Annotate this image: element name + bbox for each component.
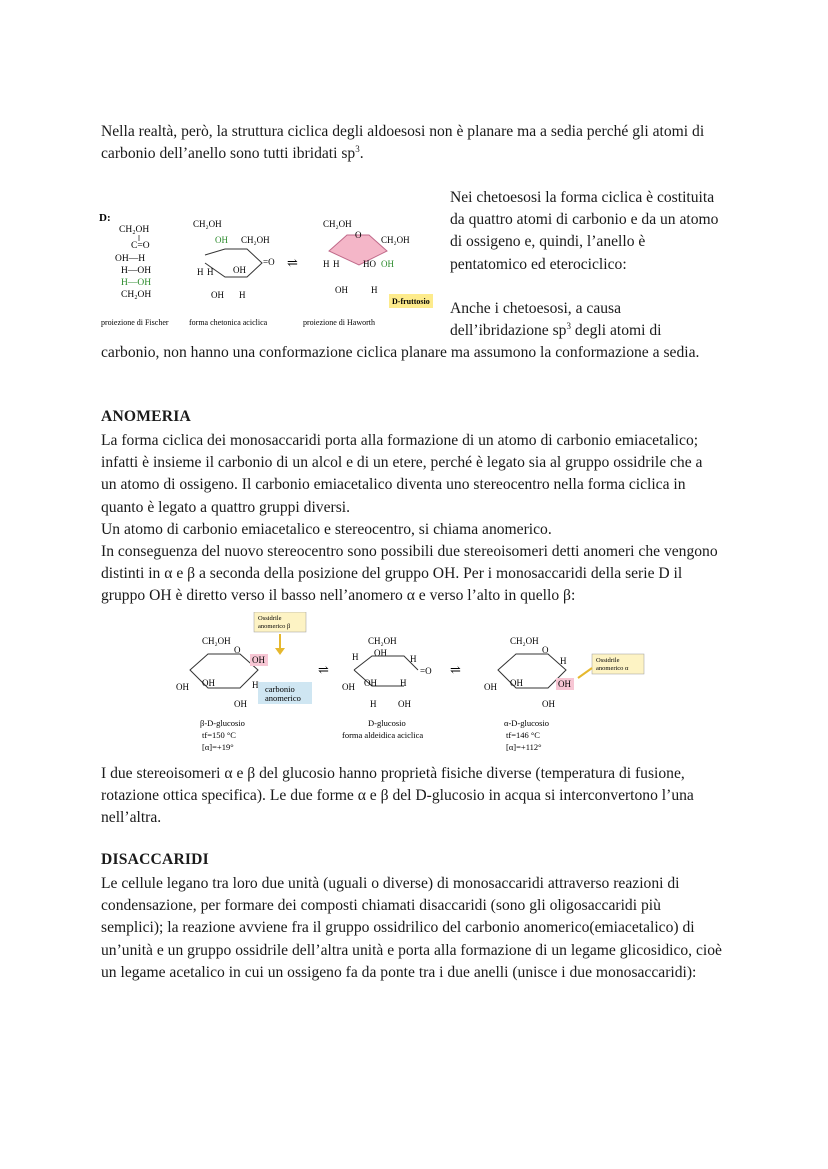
fischer-row: OH—H [115, 254, 146, 264]
alpha-box-line1: Ossidrile [596, 657, 620, 664]
chetoesosi-paragraph-1: Nei chetoesosi la forma ciclica è costituita da quattro atomi di carbonio e da un atomo di ossigeno e, quindi, l’anello è pentatomico ed eterociclico: [450, 189, 719, 273]
alpha-tf: tf=146 °C [506, 730, 540, 740]
fischer-row: CH₂OH [121, 290, 152, 300]
label-oh: OH [211, 290, 224, 300]
label-o: O [355, 230, 362, 240]
label-ch2oh: CH₂OH [193, 219, 222, 229]
fischer-row: CH₂OH [119, 225, 150, 235]
open-desc: forma aldeidica aciclica [342, 730, 424, 740]
equilibrium-arrow: ⇌ [318, 662, 329, 677]
equilibrium-arrow: ⇌ [450, 662, 461, 677]
label-oh: OH [252, 655, 265, 665]
anomeria-paragraph-2: Un atomo di carbonio emiacetalico e stereocentro, si chiama anomerico. [101, 521, 552, 538]
label-oh: OH [381, 259, 394, 269]
label-h: H [370, 699, 377, 709]
label-o: O [542, 645, 549, 655]
label-oh: OH [542, 699, 555, 709]
carbon-box-line1: carbonio [265, 684, 295, 694]
chetoesosi-p2-rest: carbonio, non hanno una conformazione ciclica planare ma assumono la conformazione a sedia. [101, 344, 700, 361]
glucose-anomers-figure [168, 612, 688, 757]
alpha-glucose [484, 636, 574, 709]
label-h: H [352, 652, 359, 662]
label-ch2oh: CH₂OH [323, 219, 352, 229]
label-oh: OH [202, 678, 215, 688]
label-ch2oh: CH₂OH [241, 235, 270, 245]
label-h: H [333, 259, 340, 269]
beta-rot: [α]=+19° [202, 742, 234, 752]
label-oh: OH [374, 648, 387, 658]
label-ho: HO [363, 259, 376, 269]
fischer-projection [115, 225, 151, 300]
alpha-rot: [α]=+112° [506, 742, 542, 752]
beta-tf: tf=150 °C [202, 730, 236, 740]
label-ch2oh: CH₂OH [381, 235, 410, 245]
beta-box-line2: anomerico β [258, 623, 291, 630]
open-glucose [342, 636, 432, 709]
label-ch2oh: CH₂OH [202, 636, 231, 646]
label-o: O [234, 645, 241, 655]
disaccaridi-paragraph: Le cellule legano tra loro due unità (uguali o diverse) di monosaccaridi attraverso reazioni di condensazione, per formare dei composti chiamati disaccaridi (sono gli oligosaccaridi più semplici); la reazione avviene fra il gruppo ossidrilico del carbonio anomerico(emiacetalico) di un’unità e un gruppo ossidrile dell’altra unità e porta alla formazione di un legame glicosidico, cioè un legame acetalico in cui un ossigeno fa da ponte tra i due anelli (unisce i due monosaccaridi): [101, 875, 722, 981]
haworth-projection [323, 219, 410, 295]
anomeria-heading: ANOMERIA [101, 408, 191, 425]
beta-glucose [176, 636, 268, 709]
intro-end: . [359, 145, 364, 163]
label-h: H [560, 656, 567, 666]
intro-text: Nella realtà, però, la struttura ciclica degli aldoesosi non è planare ma a sedia perché gli atomi di carbonio dell’anello sono tutti ibridati sp [101, 123, 705, 163]
label-h: H [197, 267, 204, 277]
beta-name: β-D-glucosio [200, 718, 245, 728]
label-h: H [323, 259, 330, 269]
label-oh: OH [364, 678, 377, 688]
haworth-caption: proiezione di Haworth [303, 318, 375, 327]
label-oh: OH [234, 699, 247, 709]
label-oh: OH [176, 682, 189, 692]
fischer-row: C=O [131, 241, 150, 251]
label-oh: OH [558, 679, 571, 689]
fischer-row: H—OH [121, 278, 152, 288]
label-oh: OH [342, 682, 355, 692]
disaccaridi-heading: DISACCARIDI [101, 851, 209, 868]
label-oh: OH [398, 699, 411, 709]
fructose-figure [97, 205, 437, 335]
label-h: H [410, 654, 417, 664]
label-eq-o: =O [420, 666, 432, 676]
carbon-box-line2: anomerico [265, 693, 301, 703]
label-oh: OH [510, 678, 523, 688]
label-oh: OH [484, 682, 497, 692]
alpha-name: α-D-glucosio [504, 718, 550, 728]
chetoesosi-p2-line1: Anche i chetoesosi, a causa [450, 300, 622, 317]
label-h: H [371, 285, 378, 295]
label-oh: OH [215, 235, 228, 245]
fischer-row: H—OH [121, 266, 152, 276]
chetoesosi-sup: 3 [566, 321, 571, 331]
open-caption: forma chetonica aciclica [189, 318, 268, 327]
intro-paragraph [101, 121, 711, 165]
chetoesosi-p2-line2 [450, 320, 730, 342]
label-eq-o: =O [263, 257, 275, 267]
label-h: H [239, 290, 246, 300]
fischer-caption: proiezione di Fischer [101, 318, 169, 327]
alpha-box-line2: anomerico α [596, 665, 629, 672]
fig-d-label: D: [99, 212, 111, 224]
label-oh: OH [335, 285, 348, 295]
equilibrium-arrow: ⇌ [287, 255, 298, 270]
anomeria-paragraph-1: La forma ciclica dei monosaccaridi porta alla formazione di un atomo di carbonio emiacetalico; infatti è insieme il carbonio di un alcol e di un etere, perché è legato sia al gruppo ossidrile che a un atomo di ossigeno. Il carbonio emiacetalico diventa uno stereocentro nella forma ciclica in quanto è legato a quattro gruppi diversi. [101, 432, 703, 516]
chetoesosi-line2-text: dell’ibridazione sp [450, 322, 567, 339]
open-ketonic-form [193, 219, 275, 300]
label-h: H [400, 678, 407, 688]
intro-sup: 3 [355, 144, 360, 155]
chetoesosi-line2-end: degli atomi di [570, 322, 662, 339]
label-ch2oh: CH₂OH [368, 636, 397, 646]
anomeri-properties-paragraph: I due stereoisomeri α e β del glucosio hanno proprietà fisiche diverse (temperatura di fusione, rotazione ottica specifica). Le due forme α e β del D-glucosio in acqua si interconvertono l’una nell’altra. [101, 765, 694, 827]
anomeria-paragraph-3: In conseguenza del nuovo stereocentro sono possibili due stereoisomeri detti anomeri che vengono distinti in α e β a seconda della posizione del gruppo OH. Per i monosaccaridi della serie D il gruppo OH è diretto verso il basso nell’anomero α e verso l’alto in quello β: [101, 543, 718, 605]
label-ch2oh: CH₂OH [510, 636, 539, 646]
open-name: D-glucosio [368, 718, 406, 728]
fructose-badge: D-fruttosio [392, 297, 430, 306]
label-oh: OH [233, 265, 246, 275]
beta-box-line1: Ossidrile [258, 615, 282, 622]
label-h: H [207, 267, 214, 277]
label-h: H [252, 680, 259, 690]
